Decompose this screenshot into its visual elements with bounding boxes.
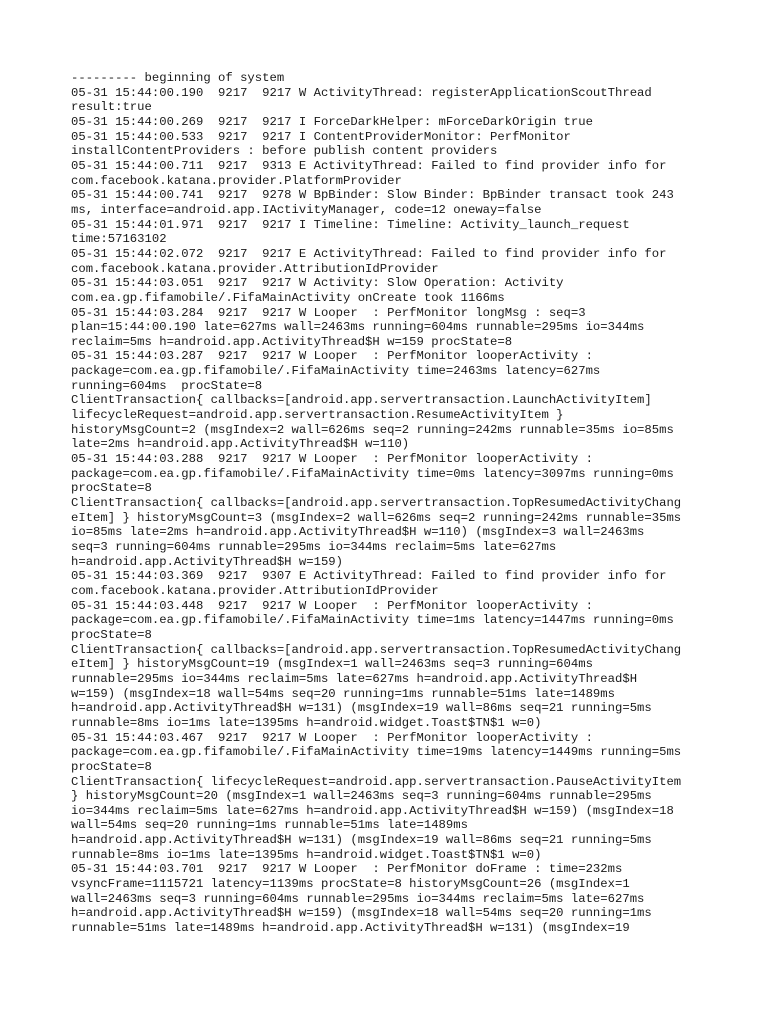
log-line: ClientTransaction{ callbacks=[android.app.servertransaction.LaunchActivityItem] [71,393,652,408]
log-line: eItem] } historyMsgCount=3 (msgIndex=2 wall=626ms seq=2 running=242ms runnable=35ms [71,510,682,525]
log-line: time:57163102 [71,232,167,247]
log-line: runnable=295ms io=344ms reclaim=5ms late=627ms h=android.app.ActivityThread$H [71,671,638,686]
log-line: h=android.app.ActivityThread$H w=159) (msgIndex=18 wall=54ms seq=20 running=1ms [71,906,652,921]
log-line: 05-31 15:44:00.741 9217 9278 W BpBinder: Slow Binder: BpBinder transact took 243 [71,188,674,203]
log-line: h=android.app.ActivityThread$H w=131) (msgIndex=19 wall=86ms seq=21 running=5ms [71,701,652,716]
log-line: 05-31 15:44:03.284 9217 9217 W Looper : PerfMonitor longMsg : seq=3 [71,305,586,320]
log-line: reclaim=5ms h=android.app.ActivityThread$H w=159 procState=8 [71,334,513,349]
log-line: procState=8 [71,627,152,642]
log-line: runnable=51ms late=1489ms h=android.app.ActivityThread$H w=131) (msgIndex=19 [71,921,630,936]
log-line: ClientTransaction{ callbacks=[android.app.servertransaction.TopResumedActivityChang [71,496,682,511]
log-line: 05-31 15:44:03.701 9217 9217 W Looper : PerfMonitor doFrame : time=232ms [71,862,623,877]
log-line: eItem] } historyMsgCount=19 (msgIndex=1 wall=2463ms seq=3 running=604ms [71,657,593,672]
log-line: lifecycleRequest=android.app.servertransaction.ResumeActivityItem } [71,408,564,423]
log-line: w=159) (msgIndex=18 wall=54ms seq=20 running=1ms runnable=51ms late=1489ms [71,686,615,701]
log-line: 05-31 15:44:03.051 9217 9217 W Activity: Slow Operation: Activity [71,276,564,291]
log-line: package=com.ea.gp.fifamobile/.FifaMainActivity time=19ms latency=1449ms running=5ms [71,745,682,760]
log-line: result:true [71,100,152,115]
log-line: ClientTransaction{ callbacks=[android.app.servertransaction.TopResumedActivityChang [71,642,682,657]
log-line: 05-31 15:44:03.467 9217 9217 W Looper : PerfMonitor looperActivity : [71,730,593,745]
log-line: com.facebook.katana.provider.AttributionIdProvider [71,583,439,598]
log-line: plan=15:44:00.190 late=627ms wall=2463ms running=604ms runnable=295ms io=344ms [71,320,645,335]
log-line: runnable=8ms io=1ms late=1395ms h=android.widget.Toast$TN$1 w=0) [71,847,542,862]
log-line: io=85ms late=2ms h=android.app.ActivityThread$H w=110) (msgIndex=3 wall=2463ms [71,525,645,540]
log-line: 05-31 15:44:01.971 9217 9217 I Timeline: Timeline: Activity_launch_request [71,217,630,232]
log-line: h=android.app.ActivityThread$H w=131) (msgIndex=19 wall=86ms seq=21 running=5ms [71,833,652,848]
log-line: installContentProviders : before publish content providers [71,144,498,159]
log-document [71,71,711,936]
log-line: com.facebook.katana.provider.PlatformProvider [71,173,402,188]
log-line: 05-31 15:44:03.369 9217 9307 E ActivityThread: Failed to find provider info for [71,569,667,584]
log-line: running=604ms procState=8 [71,378,263,393]
log-line: procState=8 [71,481,152,496]
log-line: io=344ms reclaim=5ms late=627ms h=android.app.ActivityThread$H w=159) (msgIndex=18 [71,803,674,818]
log-line: wall=54ms seq=20 running=1ms runnable=51ms late=1489ms [71,818,468,833]
log-line: runnable=8ms io=1ms late=1395ms h=android.widget.Toast$TN$1 w=0) [71,715,542,730]
log-line: 05-31 15:44:03.288 9217 9217 W Looper : PerfMonitor looperActivity : [71,452,593,467]
log-line: 05-31 15:44:00.269 9217 9217 I ForceDarkHelper: mForceDarkOrigin true [71,114,593,129]
log-line: late=2ms h=android.app.ActivityThread$H w=110) [71,437,410,452]
log-line: com.ea.gp.fifamobile/.FifaMainActivity onCreate took 1166ms [71,290,505,305]
log-line: ms, interface=android.app.IActivityManager, code=12 oneway=false [71,202,542,217]
log-line: h=android.app.ActivityThread$H w=159) [71,554,343,569]
log-line: wall=2463ms seq=3 running=604ms runnable=295ms io=344ms reclaim=5ms late=627ms [71,891,645,906]
log-line: seq=3 running=604ms runnable=295ms io=344ms reclaim=5ms late=627ms [71,540,557,554]
log-line: ClientTransaction{ lifecycleRequest=android.app.servertransaction.PauseActivityItem [71,774,682,789]
log-line: package=com.ea.gp.fifamobile/.FifaMainActivity time=1ms latency=1447ms running=0ms [71,613,674,628]
log-line: --------- beginning of system [71,71,285,85]
log-line: com.facebook.katana.provider.AttributionIdProvider [71,261,439,276]
log-line: 05-31 15:44:00.533 9217 9217 I ContentProviderMonitor: PerfMonitor [71,129,571,144]
log-line: 05-31 15:44:00.711 9217 9313 E ActivityThread: Failed to find provider info for [71,158,667,173]
log-line: vsyncFrame=1115721 latency=1139ms procState=8 historyMsgCount=26 (msgIndex=1 [71,877,630,892]
log-line: 05-31 15:44:03.287 9217 9217 W Looper : PerfMonitor looperActivity : [71,349,593,364]
log-line: procState=8 [71,759,152,774]
log-line: package=com.ea.gp.fifamobile/.FifaMainActivity time=0ms latency=3097ms running=0ms [71,466,674,481]
log-line: 05-31 15:44:03.448 9217 9217 W Looper : PerfMonitor looperActivity : [71,598,593,613]
log-line: package=com.ea.gp.fifamobile/.FifaMainActivity time=2463ms latency=627ms [71,364,601,379]
log-line: 05-31 15:44:02.072 9217 9217 E ActivityThread: Failed to find provider info for [71,246,667,261]
log-line: historyMsgCount=2 (msgIndex=2 wall=626ms seq=2 running=242ms runnable=35ms io=85ms [71,422,674,437]
log-line: 05-31 15:44:00.190 9217 9217 W ActivityThread: registerApplicationScoutThread [71,85,652,100]
log-line: } historyMsgCount=20 (msgIndex=1 wall=2463ms seq=3 running=604ms runnable=295ms [71,789,652,804]
